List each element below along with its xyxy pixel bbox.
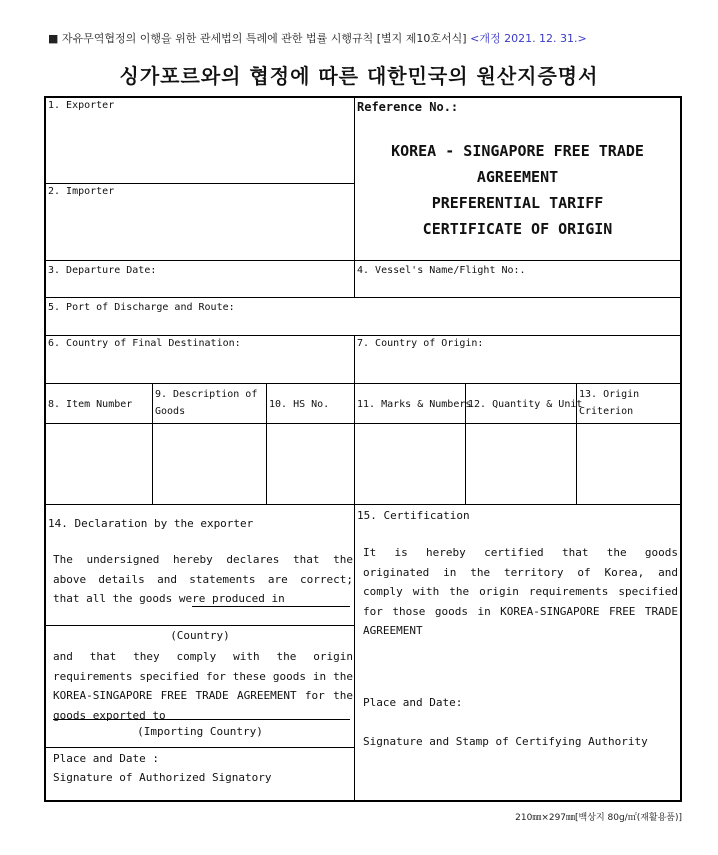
production-country-line[interactable] <box>46 625 354 626</box>
declaration-label: 14. Declaration by the exporter <box>48 517 254 530</box>
marks-numbers-entry[interactable] <box>354 423 465 504</box>
reference-label: Reference No.: <box>357 100 459 114</box>
certifier-place-date: Place and Date: <box>363 696 463 709</box>
section-divider <box>46 747 354 748</box>
paper-spec: 210㎜×297㎜[백상지 80g/㎡(재활용품)] <box>515 813 682 823</box>
country-of-origin-field[interactable] <box>354 335 680 383</box>
certificate-form <box>44 96 682 802</box>
item-number-header: 8. Item Number <box>48 399 133 410</box>
legal-reference: ■ 자유무역협정의 이행을 위한 관세법의 특례에 관한 법률 시행규칙 [별지 제10호서식] <box>48 32 467 45</box>
departure-date-field[interactable] <box>46 260 354 297</box>
exporter-label: 1. Exporter <box>48 100 115 111</box>
port-of-discharge-field[interactable] <box>46 297 680 335</box>
reference-field[interactable] <box>354 98 680 260</box>
item-number-entry[interactable] <box>46 423 152 504</box>
quantity-unit-header: 12. Quantity & Unit <box>468 399 583 410</box>
column-header-criterion <box>576 383 680 423</box>
port-of-discharge-label: 5. Port of Discharge and Route: <box>48 302 235 313</box>
certification-text: It is hereby certified that the goods originated in the territory of Korea, and comply with the origin requirements specified for those goods in KOREA-SINGAPORE FREE TRADE AGREEMENT <box>363 546 678 637</box>
fta-title-line: CERTIFICATE OF ORIGIN <box>422 220 613 238</box>
importing-country-blank[interactable] <box>53 719 350 720</box>
exporter-place-date: Place and Date : <box>53 752 159 765</box>
marks-numbers-header: 11. Marks & Numbers <box>357 399 472 410</box>
fta-title-line: AGREEMENT <box>476 168 559 186</box>
certification-label: 15. Certification <box>357 509 470 522</box>
production-country-blank[interactable] <box>192 606 350 607</box>
vessel-label: 4. Vessel's Name/Flight No:. <box>357 265 526 276</box>
declaration-text: The undersigned hereby declares that the above details and statements are correct; that all the goods were produced in <box>53 553 353 605</box>
fta-title-line: PREFERENTIAL TARIFF <box>431 194 604 212</box>
description-entry[interactable] <box>152 423 266 504</box>
country-of-origin-label: 7. Country of Origin: <box>357 338 484 349</box>
form-legal-note <box>48 30 587 46</box>
quantity-unit-entry[interactable] <box>465 423 576 504</box>
description-header: 9. Description of Goods <box>155 389 258 417</box>
column-header-quantity <box>465 383 583 423</box>
final-destination-label: 6. Country of Final Destination: <box>48 338 241 349</box>
column-header-hs <box>266 383 354 423</box>
column-header-marks <box>354 383 472 423</box>
importer-field[interactable] <box>46 183 354 260</box>
vessel-field[interactable] <box>354 260 680 297</box>
exporter-field[interactable] <box>46 98 354 183</box>
origin-criterion-header: 13. Origin Criterion <box>579 389 640 417</box>
hs-number-entry[interactable] <box>266 423 354 504</box>
exporter-signature: Signature of Authorized Signatory <box>53 771 272 784</box>
fta-certificate-title <box>355 138 680 242</box>
departure-date-label: 3. Departure Date: <box>48 265 157 276</box>
fta-title-line: KOREA - SINGAPORE FREE TRADE <box>391 142 644 160</box>
column-header-description <box>152 383 266 423</box>
certification-box <box>354 504 680 800</box>
page-title: 싱가포르와의 협정에 따른 대한민국의 원산지증명서 <box>119 64 599 88</box>
exporter-declaration-box <box>46 504 354 800</box>
importer-label: 2. Importer <box>48 186 115 197</box>
column-header-item-number <box>46 383 152 423</box>
final-destination-field[interactable] <box>46 335 354 383</box>
hs-number-header: 10. HS No. <box>269 399 330 410</box>
importing-country-caption: (Importing Country) <box>137 725 263 738</box>
certifier-signature-stamp: Signature and Stamp of Certifying Authority <box>363 735 648 748</box>
origin-criterion-entry[interactable] <box>576 423 680 504</box>
country-caption: (Country) <box>170 629 230 642</box>
compliance-text: and that they comply with the origin requirements specified for these goods in the KOREA-SINGAPORE FREE TRADE AGREEMENT for the goods exported to <box>53 650 353 722</box>
revision-date: <개정 2021. 12. 31.> <box>470 32 587 45</box>
